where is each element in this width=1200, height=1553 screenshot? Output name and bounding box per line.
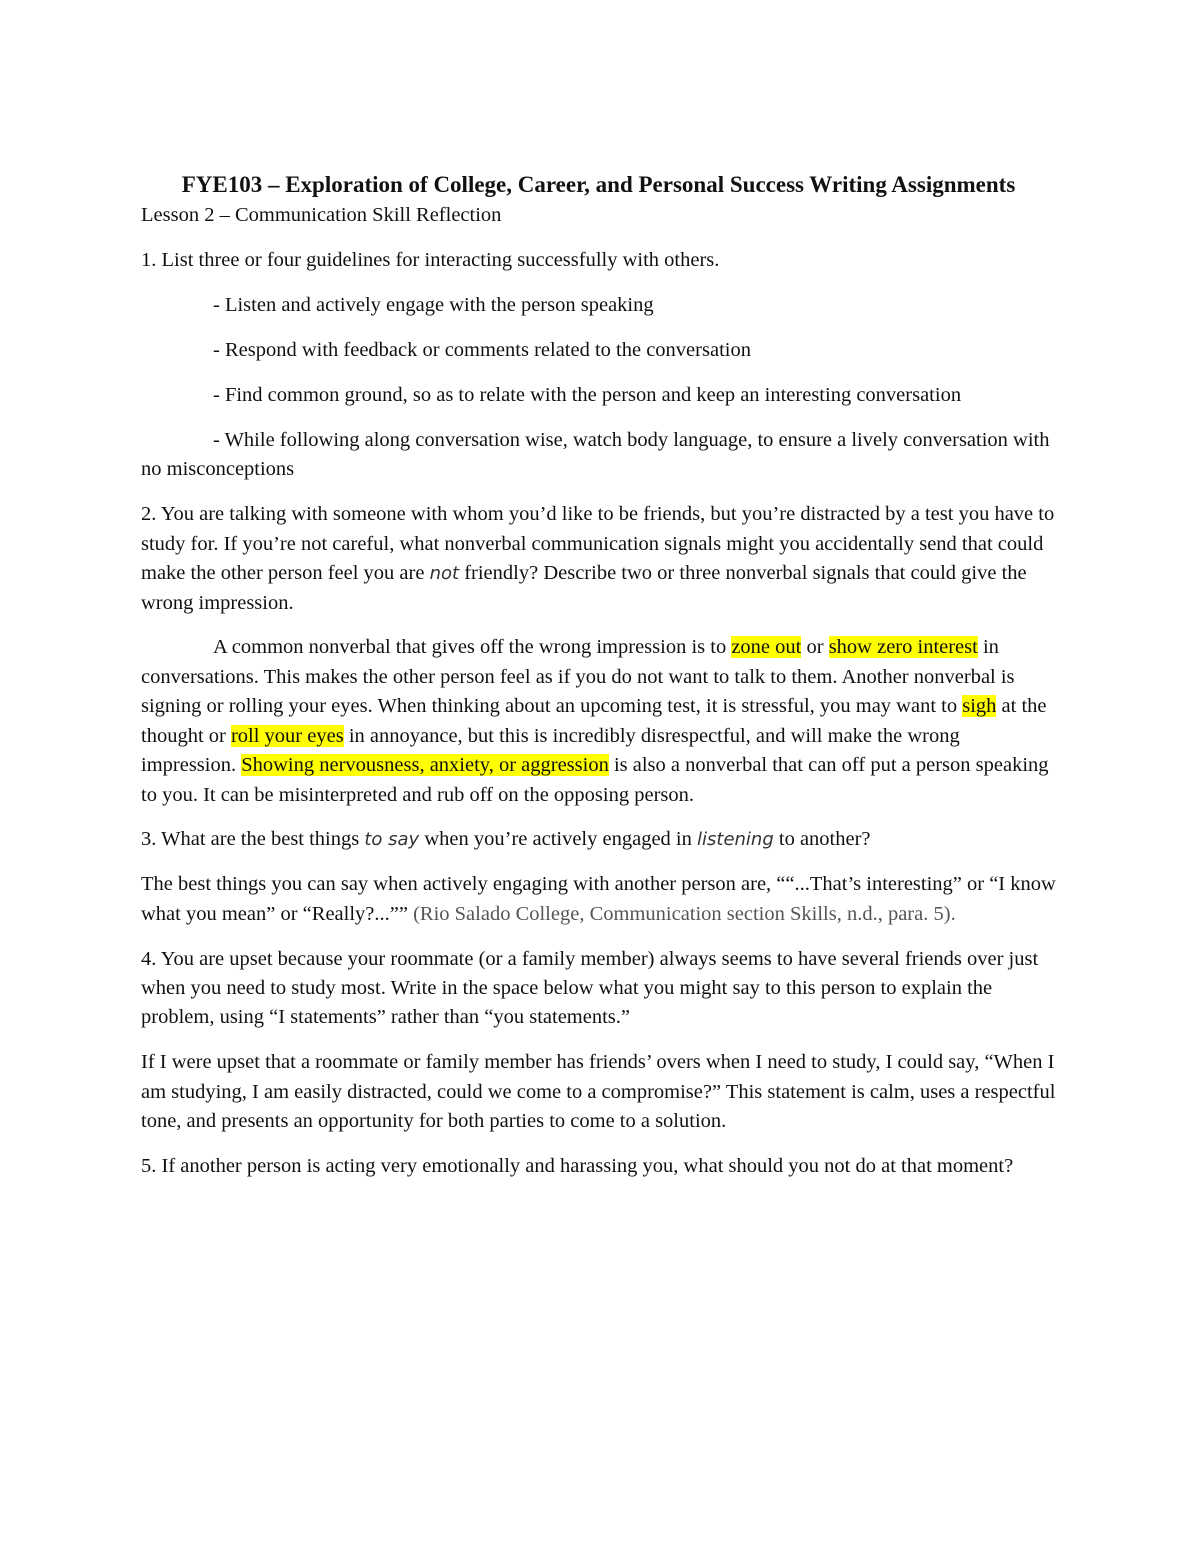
question-1: 1. List three or four guidelines for interacting successfully with others. bbox=[141, 249, 720, 272]
q2-text-b: friendly? Describe two or three nonverbal signals that could give the wrong impression. bbox=[141, 562, 1027, 614]
a2-text-3: in conversations. This makes the other person feel as if you do not want to talk to them. Another nonverbal is signing or rolling your eyes. When thinking about an upcoming test, it is stressful, you may want to bbox=[141, 636, 1015, 718]
question-4: 4. You are upset because your roommate (or a family member) always seems to have several friends over just when you need to study most. Write in the space below what you might say to this person to explain the problem, using “I statements” rather than “you statements.” bbox=[141, 947, 1039, 1029]
q3-text-c: to another? bbox=[773, 828, 871, 851]
answer-3 bbox=[141, 870, 1056, 929]
answer-4: If I were upset that a roommate or family member has friends’ overs when I need to study, I could say, “When I am studying, I am easily distracted, could we come to a compromise?” This statement is calm, uses a respectful tone, and presents an opportunity for both parties to come to a solution. bbox=[141, 1051, 1056, 1133]
answer-2 bbox=[141, 633, 1056, 809]
a2-highlight-show-zero-interest: show zero interest bbox=[828, 636, 978, 659]
a2-highlight-roll-eyes: roll your eyes bbox=[230, 724, 344, 747]
q3-emphasis-to-say: to say bbox=[364, 829, 420, 851]
a2-highlight-sigh: sigh bbox=[962, 695, 997, 718]
document-page bbox=[141, 168, 1056, 1197]
a2-text-4: at the thought or bbox=[141, 695, 1047, 747]
lesson-heading: Lesson 2 – Communication Skill Reflection bbox=[141, 204, 502, 226]
document-title: FYE103 – Exploration of College, Career, and Personal Success Writing Assignments bbox=[181, 172, 1016, 197]
q3-text-a: 3. What are the best things bbox=[141, 828, 365, 851]
q3-emphasis-listening: listening bbox=[697, 829, 774, 851]
q1-bullet-1: - Listen and actively engage with the person speaking bbox=[213, 294, 654, 317]
q2-text-a: 2. You are talking with someone with whom you’d like to be friends, but you’re distracted by a test you have to study for. If you’re not careful, what nonverbal communication signals might you accidentally send that could make the other person feel you are bbox=[141, 503, 1055, 585]
question-3 bbox=[141, 825, 1056, 854]
q1-bullet-2: - Respond with feedback or comments related to the conversation bbox=[213, 339, 751, 362]
a2-text-5: in annoyance, but this is incredibly disrespectful, and will make the wrong impression. bbox=[141, 724, 960, 777]
q1-bullet-4: - While following along conversation wise, watch body language, to ensure a lively conversation with no misconceptions bbox=[141, 429, 1050, 481]
question-2 bbox=[141, 500, 1056, 618]
a2-text-1: A common nonverbal that gives off the wrong impression is to bbox=[213, 636, 732, 659]
q1-bullet-3: - Find common ground, so as to relate with the person and keep an interesting conversation bbox=[213, 384, 962, 407]
question-5: 5. If another person is acting very emotionally and harassing you, what should you not do at that moment? bbox=[141, 1155, 1014, 1178]
a2-highlight-zone-out: zone out bbox=[731, 636, 802, 659]
a2-highlight-nervousness: Showing nervousness, anxiety, or aggression bbox=[241, 754, 609, 777]
a3-text: The best things you can say when actively engaging with another person are, ““...That’s interesting” or “I know what you mean” or “Really?...”” bbox=[141, 873, 1056, 925]
a2-text-2: or bbox=[801, 636, 829, 659]
q3-text-b: when you’re actively engaged in bbox=[419, 828, 697, 851]
a2-text-6: is also a nonverbal that can off put a person speaking to you. It can be misinterpreted and rub off on the opposing person. bbox=[141, 754, 1049, 806]
a3-citation: (Rio Salado College, Communication section Skills, n.d., para. 5). bbox=[413, 902, 956, 925]
q2-emphasis: not bbox=[429, 563, 460, 585]
